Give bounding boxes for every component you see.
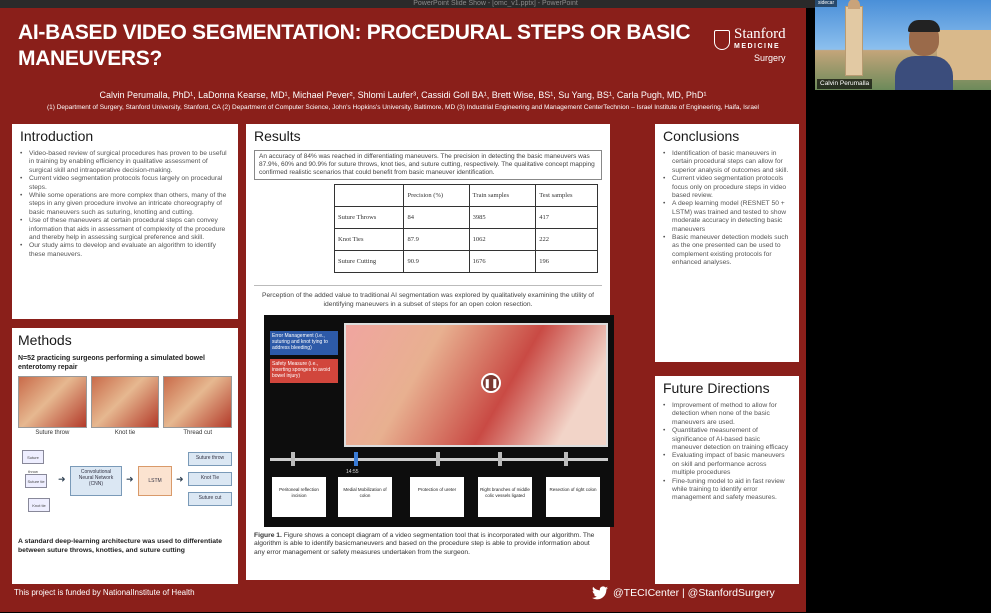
suture-throw-image xyxy=(18,376,87,428)
table-header: Precision (%) xyxy=(404,185,469,207)
thumbnail xyxy=(18,376,87,436)
social-handles-text: @TECICenter | @StanfordSurgery xyxy=(613,587,775,599)
procedure-step: Resection of right colon xyxy=(546,477,600,517)
pause-icon[interactable]: ❚❚ xyxy=(481,373,501,393)
results-paragraph: Perception of the added value to traditional AI segmentation was explored by qualitatively examining the utility of identifying maneuvers in a subset of steps for an open colon resection. xyxy=(262,292,594,308)
input-frames xyxy=(22,450,58,520)
presenter-body xyxy=(895,56,953,90)
figure-caption xyxy=(254,532,602,557)
table-row xyxy=(335,251,598,273)
methods-heading: Methods xyxy=(18,332,72,348)
video-timestamp: 14:55 xyxy=(346,469,359,475)
webcam-tile[interactable] xyxy=(815,0,991,90)
list-item: • Identification of basic maneuvers in certain procedural steps can allow for superior analysis of outcomes and skill. xyxy=(663,150,791,175)
list-item: • Evaluating impact of basic maneuvers on skill and performance across multiple procedures xyxy=(663,452,791,477)
architecture-diagram xyxy=(18,444,232,532)
poster-affiliations: (1) Department of Surgery, Stanford University, Stanford, CA (2) Department of Computer Science, John's Hopkins's University, Baltimore, MD (3) Industrial Engineering and Management CenterTechnion – Israel Institute of Engineering, Haifa, Israel xyxy=(46,104,760,111)
table-cell: Suture Cutting xyxy=(335,251,404,273)
figure-label: Figure 1. xyxy=(254,532,282,539)
table-cell: Knot Ties xyxy=(335,229,404,251)
participant-name: Calvin Perumalla xyxy=(817,79,872,89)
table-cell: 90.9 xyxy=(404,251,469,273)
results-summary: An accuracy of 84% was reached in differentiating maneuvers. The precision in detecting the basic maneuvers was 87.9%, 60% and 90.9% for suture throws, knot ties, and suture cutting, respectively. The qualitative concept mapping confirmed realistic scenarios that could benefit from basic maneuver identification. xyxy=(254,150,602,180)
table-header: Train samples xyxy=(469,185,536,207)
methods-panel xyxy=(12,328,238,584)
methods-subtitle: N=52 practicing surgeons performing a simulated bowel enterotomy repair xyxy=(18,355,205,371)
future-directions-heading: Future Directions xyxy=(663,380,770,396)
logo-line-3: Surgery xyxy=(754,53,786,63)
table-cell: Suture Throws xyxy=(335,207,404,229)
table-cell: 3985 xyxy=(469,207,536,229)
thread-cut-image xyxy=(163,376,232,428)
output-box: Suture cut xyxy=(188,492,232,506)
thumbnail xyxy=(163,376,232,436)
table-cell: 1676 xyxy=(469,251,536,273)
procedure-step: Protection of ureter xyxy=(410,477,464,517)
timeline-marker[interactable] xyxy=(436,452,440,466)
cnn-box: Convolutional Neural Network (CNN) xyxy=(70,466,122,496)
hoover-tower-background xyxy=(845,6,863,76)
surgery-video-frame xyxy=(344,323,608,447)
window-title: PowerPoint Slide Show - [omc_v1.pptx] - PowerPoint xyxy=(413,0,578,7)
table-cell: 1062 xyxy=(469,229,536,251)
arrow-icon: ➜ xyxy=(58,474,66,484)
timeline-marker[interactable] xyxy=(498,452,502,466)
webcam-badge: sidecar xyxy=(815,0,837,7)
input-frame: Knot tie xyxy=(28,498,50,512)
conclusions-heading: Conclusions xyxy=(663,128,740,144)
arrow-icon: ➜ xyxy=(176,474,184,484)
list-item: • While some operations are more complex than others, many of the steps in any given procedure involve an intricate choreography of basic maneuvers such as suturing, knotting and cutting. xyxy=(20,192,230,217)
timeline-marker[interactable] xyxy=(291,452,295,466)
maneuver-thumbnails xyxy=(18,376,232,436)
funding-note: This project is funded by NationalInstitute of Health xyxy=(14,588,195,597)
introduction-list xyxy=(20,150,230,259)
procedure-step: Medial Mobilization of colon xyxy=(338,477,392,517)
stanford-seal-icon xyxy=(714,30,730,50)
social-handles xyxy=(592,586,775,600)
list-item: • Video-based review of surgical procedures has proven to be useful in training by enabling efficiency in qualitative assessment of surgical skill and intraoperative decision-making. xyxy=(20,150,230,175)
table-header xyxy=(335,185,404,207)
list-item: • Current video segmentation protocols focus only on procedure steps in video based review. xyxy=(663,175,791,200)
future-directions-panel xyxy=(655,376,799,584)
thumbnail-caption: Knot tie xyxy=(114,430,136,436)
table-cell: 196 xyxy=(536,251,598,273)
table-header-row xyxy=(335,185,598,207)
table-cell: 84 xyxy=(404,207,469,229)
future-directions-list xyxy=(663,402,791,503)
presenter-video xyxy=(895,22,953,90)
knot-tie-image xyxy=(91,376,160,428)
procedure-step: Right branches of middle colic vessels ligated xyxy=(478,477,532,517)
list-item: • Improvement of method to allow for detection when none of the basic maneuvers are used. xyxy=(663,402,791,427)
timeline-marker[interactable] xyxy=(354,452,358,466)
stanford-medicine-logo xyxy=(714,26,800,66)
introduction-heading: Introduction xyxy=(20,128,94,144)
divider xyxy=(254,285,602,286)
input-frame: Suture tie xyxy=(25,474,47,488)
input-frame: Suture throw xyxy=(22,450,44,464)
list-item: • A deep learning model (RESNET 50 + LSTM) was trained and tested to show moderate accuracy in detecting basic maneuvers xyxy=(663,200,791,234)
conclusions-panel xyxy=(655,124,799,362)
figure-caption-text: Figure shows a concept diagram of a video segmentation tool that is incorporated with our algorithm. The algorithm is able to identify basicmaneuvers and based on the procedure step is able to provide information about any error management or safety measures undertaken from the surgeon. xyxy=(254,532,595,556)
list-item: • Basic maneuver detection models such as the one presented can be used to complement existing protocols for enhanced analyses. xyxy=(663,234,791,268)
thumbnail-caption: Thread cut xyxy=(183,430,213,436)
safety-measure-tag: Safety Measure (i.e., inserting sponges to avoid bowel injury) xyxy=(270,359,338,383)
list-item: • Fine-tuning model to aid in fast review while training to identify error management and safety measures. xyxy=(663,478,791,503)
table-cell: 87.9 xyxy=(404,229,469,251)
table-header: Test samples xyxy=(536,185,598,207)
list-item: • Quantitative measurement of significance of AI-based basic maneuver detection on training efficacy xyxy=(663,427,791,452)
twitter-icon xyxy=(592,586,608,600)
output-box: Knot Tie xyxy=(188,472,232,486)
table-row xyxy=(335,229,598,251)
methods-footnote: A standard deep-learning architecture was used to differentiate between suture throws, knotties, and suture cutting xyxy=(18,538,223,554)
lstm-box: LSTM xyxy=(138,466,172,496)
segmentation-video-figure xyxy=(264,315,614,527)
results-panel xyxy=(246,124,610,580)
table-row xyxy=(335,207,598,229)
table-cell: 417 xyxy=(536,207,598,229)
logo-line-1: Stanford xyxy=(734,26,786,42)
results-heading: Results xyxy=(254,128,301,144)
slide-poster xyxy=(0,8,806,612)
output-box: Suture throw xyxy=(188,452,232,466)
table-cell: 222 xyxy=(536,229,598,251)
presenter-hair xyxy=(908,20,940,32)
thumbnail-caption: Suture throw xyxy=(35,430,70,436)
list-item: • Use of these maneuvers at certain procedural steps can convey information that aids in assessment of complexity of the procedure and thereby help in assessing surgical preference and skill. xyxy=(20,217,230,242)
poster-authors: Calvin Perumalla, PhD¹, LaDonna Kearse, MD¹, Michael Pever², Shlomi Laufer³, Cassidi Goll BA¹, Brett Wise, BS¹, Su Yang, BS¹, Carla Pugh, MD, PhD¹ xyxy=(99,90,707,100)
procedure-step: Peritoneal reflection incision xyxy=(272,477,326,517)
introduction-panel xyxy=(12,124,238,319)
poster-title: AI-BASED VIDEO SEGMENTATION: PROCEDURAL STEPS OR BASIC MANEUVERS? xyxy=(18,21,691,70)
thumbnail xyxy=(91,376,160,436)
logo-line-2: MEDICINE xyxy=(734,43,781,50)
timeline-marker[interactable] xyxy=(564,452,568,466)
conclusions-list xyxy=(663,150,791,268)
arrow-icon: ➜ xyxy=(126,474,134,484)
list-item: • Current video segmentation protocols focus largely on procedural steps. xyxy=(20,175,230,192)
results-table xyxy=(334,184,598,273)
error-management-tag: Error Management (i.e., suturing and knot tying to address bleeding) xyxy=(270,331,338,355)
list-item: • Our study aims to develop and evaluate an algorithm to identify these maneuvers. xyxy=(20,242,230,259)
